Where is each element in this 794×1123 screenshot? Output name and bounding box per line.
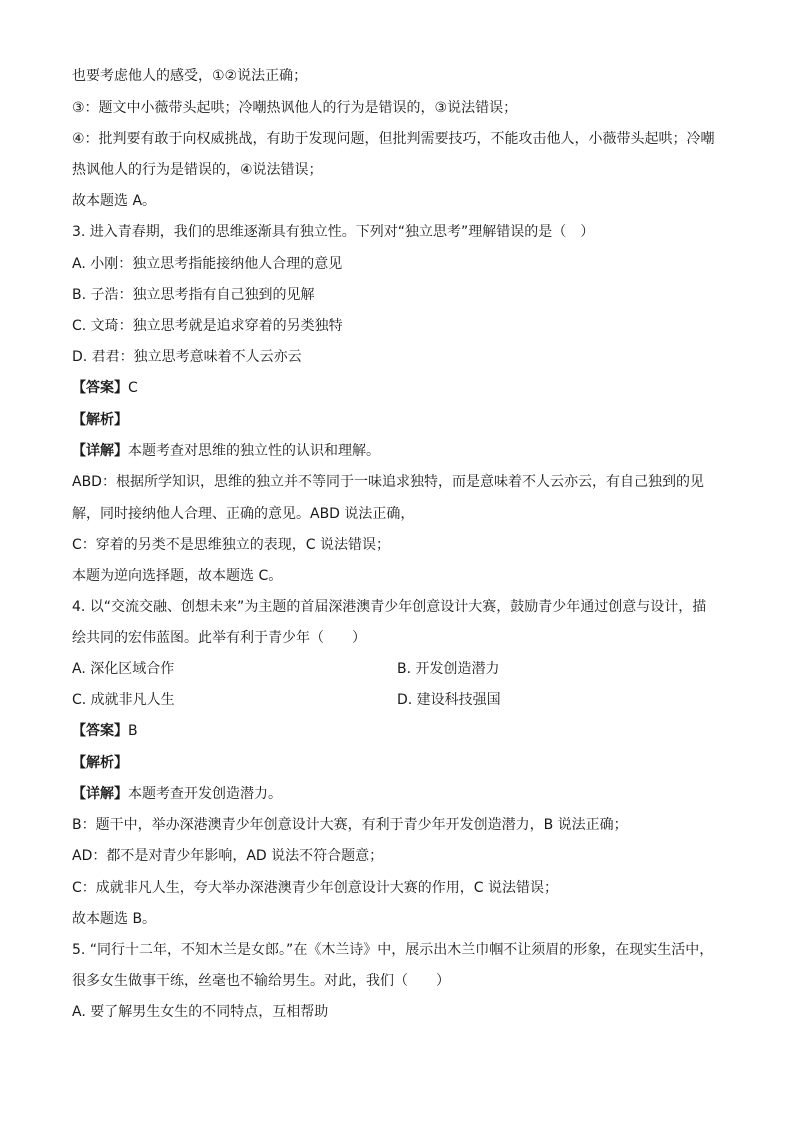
q3-analysis-line-1: ABD：根据所学知识，思维的独立并不等同于一味追求独特，而是意味着不人云亦云，有自己独到的见	[72, 474, 704, 490]
q5-stem-line-1: 5. “同行十二年，不知木兰是女郎。”在《木兰诗》中，展示出木兰巾帼不让须眉的形象，在现实生活中，	[72, 942, 714, 958]
q4-answer	[72, 721, 138, 741]
q2-analysis-line-2: ③：题文中小薇带头起哄；冷嘲热讽他人的行为是错误的，③说法错误；	[72, 100, 518, 116]
q4-conclusion: 故本题选 B。	[72, 911, 157, 927]
q4-option-b: B. 开发创造潜力	[397, 661, 500, 677]
q4-option-a: A. 深化区域合作	[72, 661, 175, 677]
q3-answer	[72, 378, 138, 398]
q3-option-a: A. 小刚：独立思考指能接纳他人合理的意见	[72, 256, 343, 272]
q3-detail	[72, 441, 380, 461]
q4-analysis-line-2: AD：都不是对青少年影响，AD 说法不符合题意；	[72, 848, 384, 864]
q4-detail-text: 本题考查开发创造潜力。	[128, 786, 282, 802]
q4-stem-line-2: 绘共同的宏伟蓝图。此举有利于青少年（ ）	[72, 630, 366, 646]
q4-detail-label: 【详解】	[72, 786, 128, 802]
q3-conclusion: 本题为逆向选择题，故本题选 C。	[72, 568, 283, 584]
q3-detail-label: 【详解】	[72, 443, 128, 459]
q2-analysis-line-4: 热讽他人的行为是错误的，④说法错误；	[72, 162, 323, 178]
q2-conclusion: 故本题选 A。	[72, 193, 157, 209]
q3-option-c: C. 文琦：独立思考就是追求穿着的另类独特	[72, 318, 343, 334]
q3-analysis-line-2: 解，同时接纳他人合理、正确的意见。ABD 说法正确，	[72, 506, 415, 522]
q3-detail-text: 本题考查对思维的独立性的认识和理解。	[128, 443, 380, 459]
q3-stem: 3. 进入青春期，我们的思维逐渐具有独立性。下列对“独立思考”理解错误的是（ ）	[72, 224, 595, 240]
q3-answer-value: C	[128, 380, 138, 396]
q4-analysis-heading	[72, 753, 128, 773]
q4-option-c: C. 成就非凡人生	[72, 692, 175, 708]
q4-analysis-line-3: C：成就非凡人生，夸大举办深港澳青少年创意设计大赛的作用，C 说法错误；	[72, 880, 558, 896]
q3-analysis-label: 【解析】	[72, 412, 128, 428]
q2-analysis-line-3: ④：批判要有敢于向权威挑战，有助于发现问题，但批判需要技巧，不能攻击他人，小薇带头起哄；冷嘲	[72, 131, 715, 147]
q4-analysis-label: 【解析】	[72, 755, 128, 771]
q3-analysis-heading	[72, 410, 128, 430]
q4-stem-line-1: 4. 以“交流交融、创想未来”为主题的首届深港澳青少年创意设计大赛，鼓励青少年通过创意与设计，描	[72, 599, 707, 615]
q4-analysis-line-1: B：题干中，举办深港澳青少年创意设计大赛，有利于青少年开发创造潜力，B 说法正确；	[72, 817, 628, 833]
q5-option-a: A. 要了解男生女生的不同特点，互相帮助	[72, 1004, 329, 1020]
q2-analysis-line-1: 也要考虑他人的感受，①②说法正确；	[72, 68, 308, 84]
q3-answer-label: 【答案】	[72, 380, 128, 396]
q4-answer-value: B	[128, 723, 138, 739]
q3-option-d: D. 君君：独立思考意味着不人云亦云	[72, 349, 302, 365]
q4-option-d: D. 建设科技强国	[397, 692, 501, 708]
q5-stem-line-2: 很多女生做事干练，丝毫也不输给男生。对此，我们（ ）	[72, 973, 450, 989]
q4-answer-label: 【答案】	[72, 723, 128, 739]
q3-analysis-line-3: C：穿着的另类不是思维独立的表现，C 说法错误；	[72, 537, 390, 553]
q3-option-b: B. 子浩：独立思考指有自己独到的见解	[72, 287, 315, 303]
q4-detail	[72, 784, 282, 804]
